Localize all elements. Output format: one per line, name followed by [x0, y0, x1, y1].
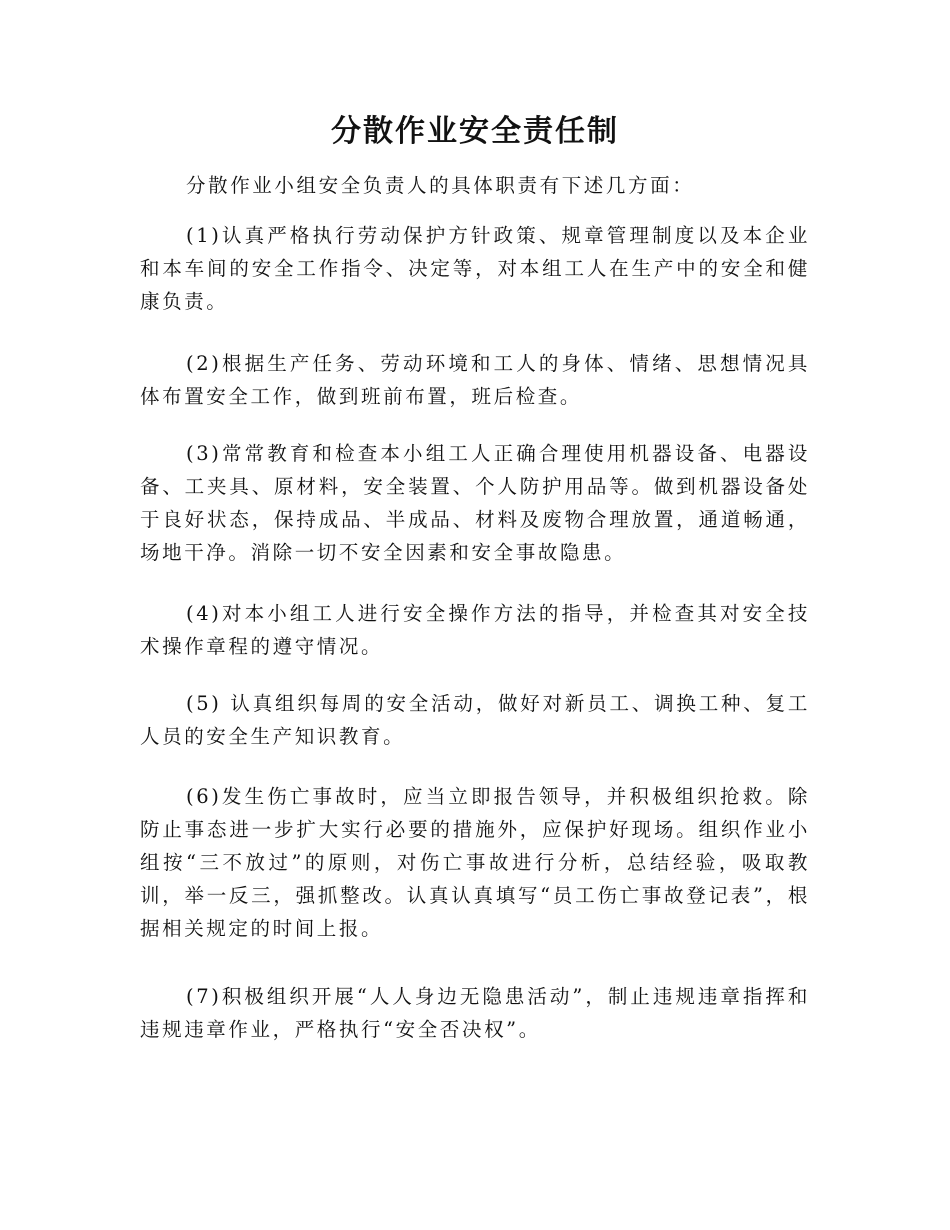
duty-paragraph-1: (1)认真严格执行劳动保护方针政策、规章管理制度以及本企业和本车间的安全工作指令、决定等，对本组工人在生产中的安全和健康负责。 [140, 224, 810, 313]
duty-paragraph-7: (7)积极组织开展“人人身边无隐患活动”，制止违规违章指挥和违规违章作业，严格执行“安全否决权”。 [140, 985, 810, 1041]
duty-paragraph-3: (3)常常教育和检查本小组工人正确合理使用机器设备、电器设备、工夹具、原材料，安全装置、个人防护用品等。做到机器设备处于良好状态，保持成品、半成品、材料及废物合理放置，通道畅通，场地干净。消除一切不安全因素和安全事故隐患。 [140, 442, 810, 564]
document-title: 分散作业安全责任制 [331, 114, 619, 149]
duty-paragraph-4: (4)对本小组工人进行安全操作方法的指导，并检查其对安全技术操作章程的遵守情况。 [140, 602, 810, 658]
duty-paragraph-2: (2)根据生产任务、劳动环境和工人的身体、情绪、思想情况具体布置安全工作，做到班前布置，班后检查。 [140, 352, 810, 408]
intro-paragraph: 分散作业小组安全负责人的具体职责有下述几方面： [186, 174, 695, 197]
duty-paragraph-6: (6)发生伤亡事故时，应当立即报告领导，并积极组织抢救。除防止事态进一步扩大实行必要的措施外，应保护好现场。组织作业小组按“三不放过”的原则，对伤亡事故进行分析，总结经验，吸取教训，举一反三，强抓整改。认真认真填写“员工伤亡事故登记表”，根据相关规定的时间上报。 [140, 785, 810, 940]
duty-paragraph-5: (5) 认真组织每周的安全活动，做好对新员工、调换工种、复工人员的安全生产知识教育。 [140, 692, 810, 748]
